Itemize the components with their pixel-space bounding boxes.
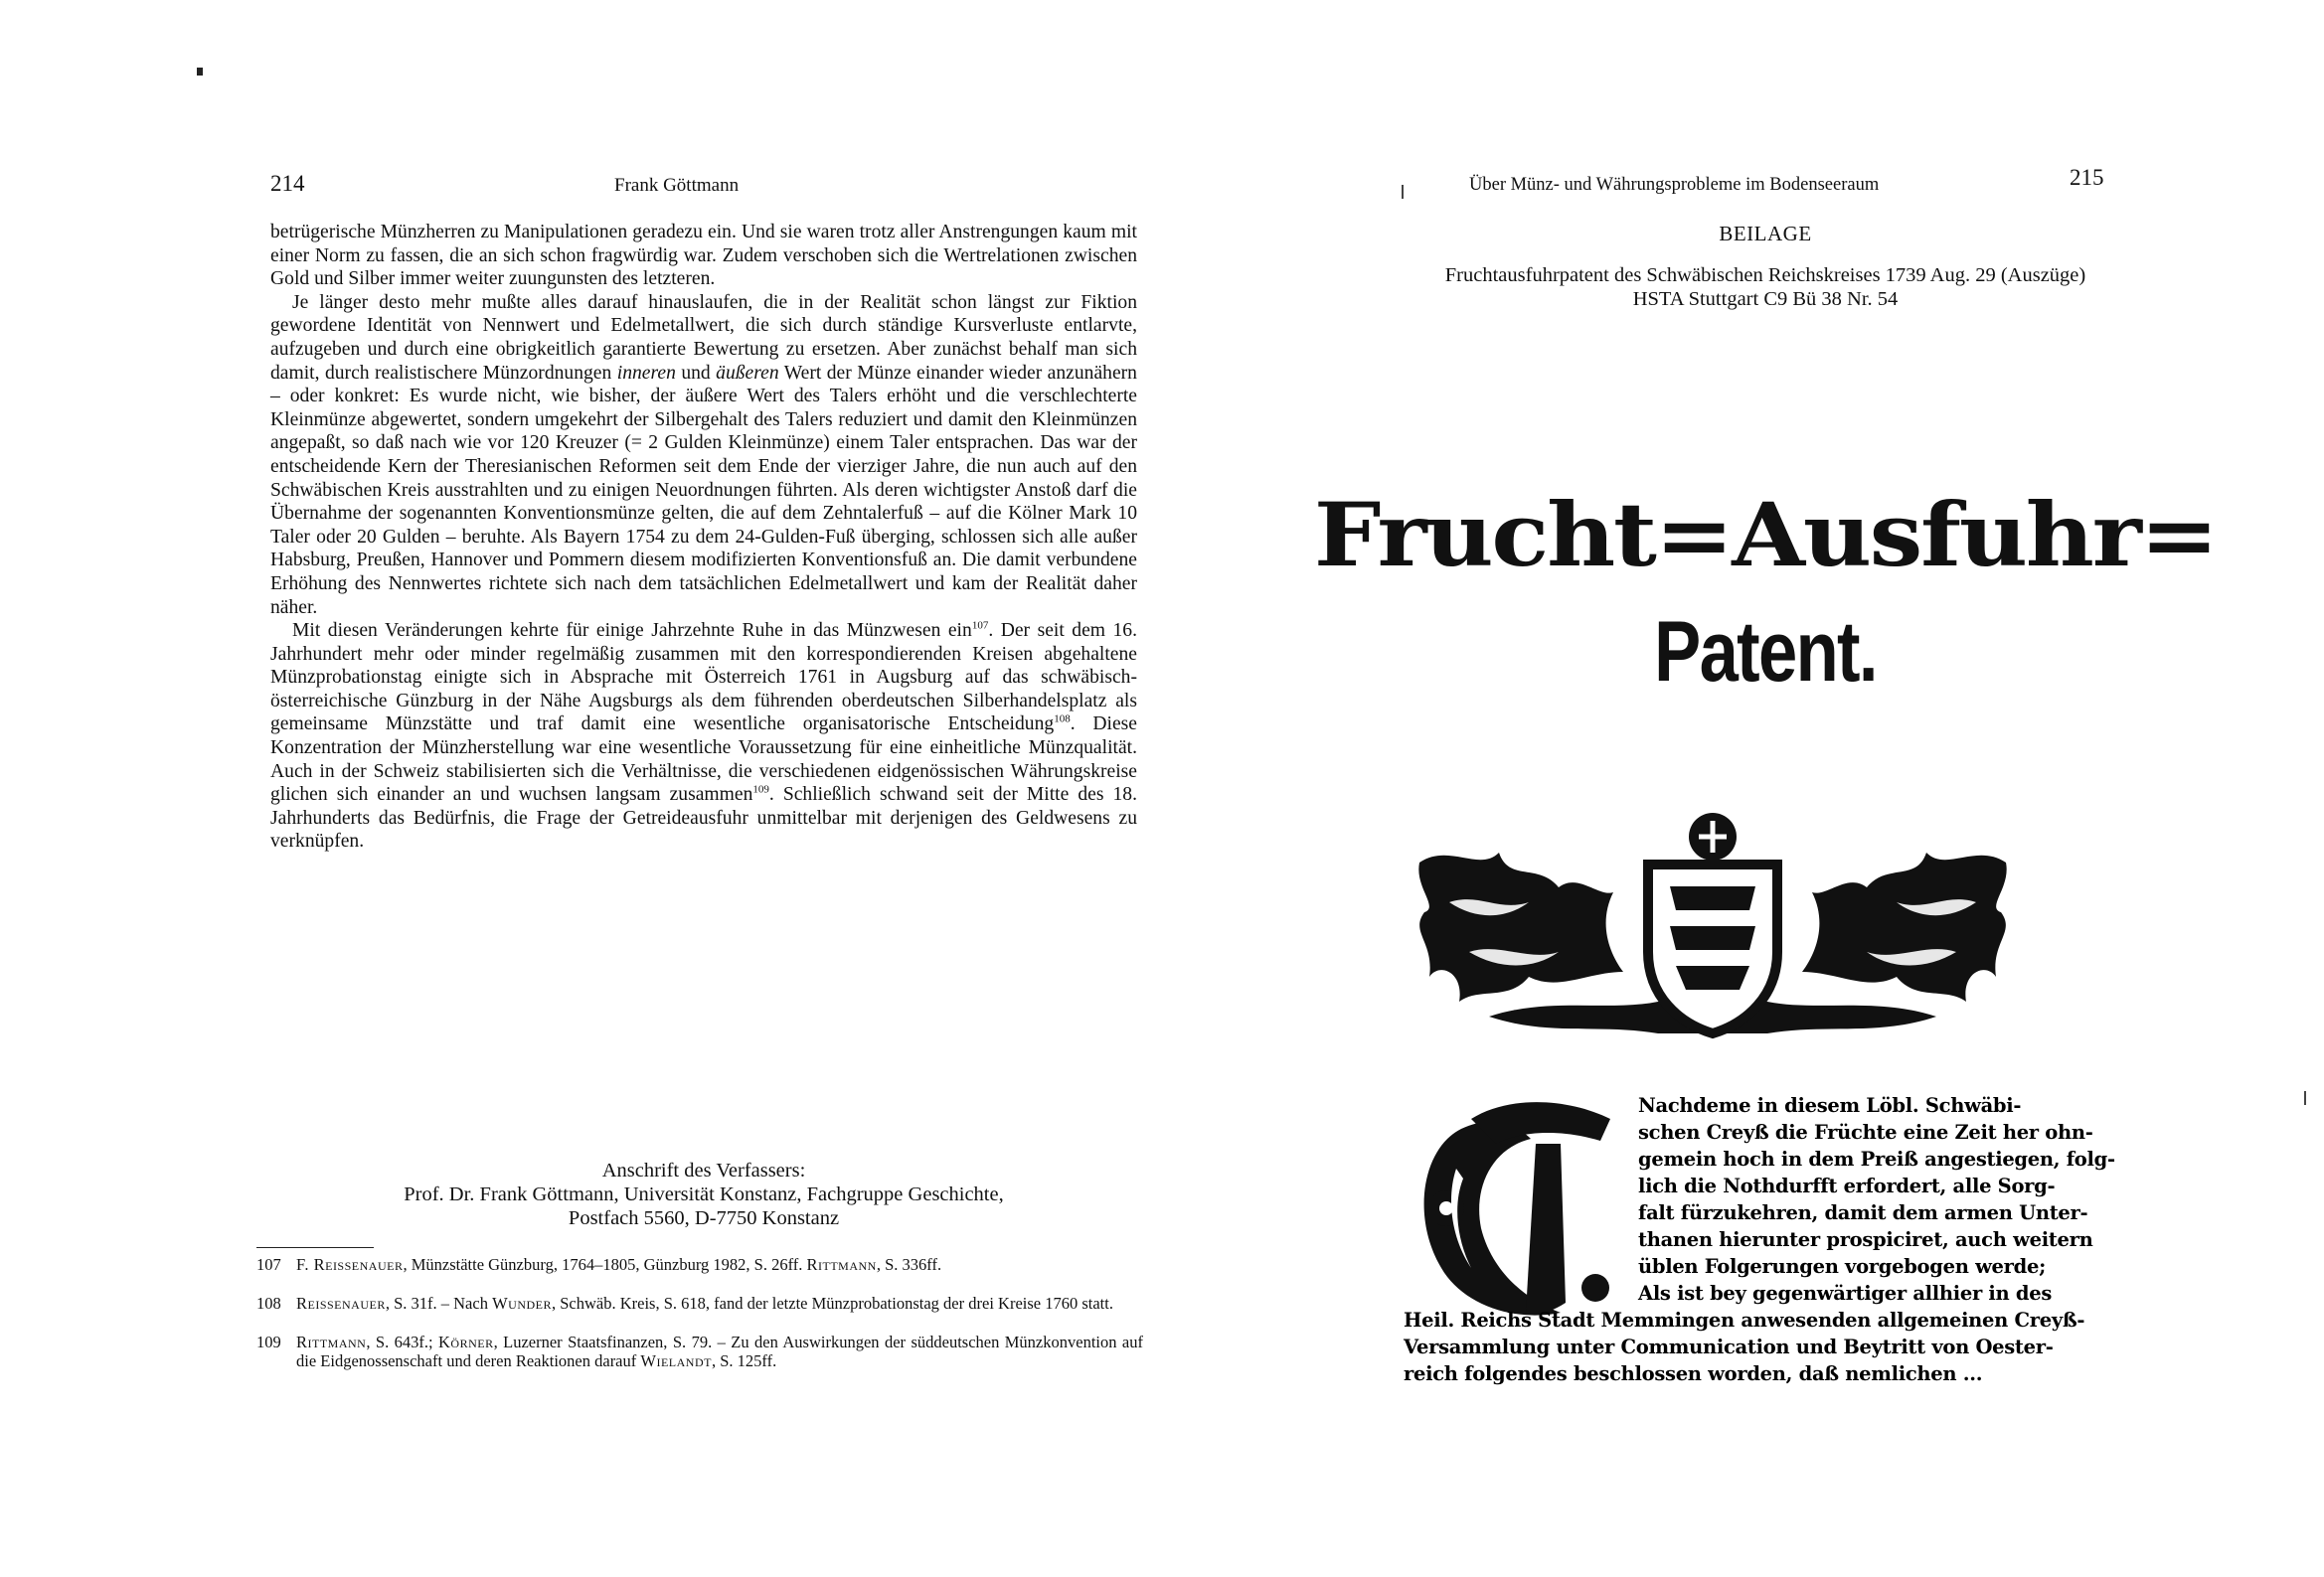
right-running-head: Über Münz- und Währungsprobleme im Bodenseeraum: [1469, 175, 1880, 195]
fraktur-line: Als ist bey gegenwärtiger allhier in des: [1638, 1282, 2053, 1305]
paragraph-1: betrügerische Münzherren zu Manipulationen geradezu ein. Und sie waren trotz aller Anstrengungen kaum mit einer Norm zu fassen, die an sich schon fragwürdig war. Zudem verschoben sich die Wertrelationen zwischen Gold und Silber immer weiter zuungunsten des letzteren.: [270, 222, 1137, 290]
footnote-107: [256, 1256, 1143, 1275]
address-line-1: Prof. Dr. Frank Göttmann, Universität Konstanz, Fachgruppe Geschichte,: [404, 1183, 1004, 1205]
citation: , S. 125ff.: [711, 1350, 777, 1370]
author-name: F. Reissenauer: [296, 1255, 404, 1274]
author-name: Reissenauer: [296, 1294, 386, 1313]
blackletter-title-line-2: Patent.: [1654, 604, 1877, 700]
coat-of-arms-vignette: [1410, 803, 2016, 1061]
fraktur-line: gemein hoch in dem Preiß angestiegen, folg-: [1638, 1148, 2115, 1171]
footnote-rule: [256, 1247, 374, 1248]
lions: [1670, 886, 1755, 990]
address-line-2: Postfach 5560, D-7750 Konstanz: [568, 1207, 840, 1229]
paragraph-3-part-c: . Diese Konzentration der Münzherstellung war eine wesentliche Voraussetzung für eine einheitliche Münzqualität. Auch in der Schweiz stabilisierten sich die Verhältnisse, die verschiedenen eidgenössischen Währungskreise glichen sich einander an und wuchsen langsam zusammen: [270, 713, 1137, 806]
scan-mark: [1402, 185, 1404, 199]
footnote-109: [256, 1334, 1143, 1370]
fraktur-line: Nachdeme in diesem Löbl. Schwäbi-: [1638, 1094, 2022, 1117]
left-running-head: Frank Göttmann: [614, 175, 740, 196]
blackletter-title-line-1: Frucht=Ausfuhr=: [1313, 483, 2218, 586]
author-name: Wielandt: [640, 1350, 712, 1370]
foliage-left: [1418, 853, 1623, 1002]
footnote-text: [296, 1295, 1143, 1314]
emphasis-inneren: inneren: [616, 362, 676, 384]
paragraph-3: [270, 619, 1137, 854]
left-body-text: [270, 221, 1137, 854]
emphasis-aeusseren: äußeren: [716, 362, 779, 384]
author-address: [270, 1159, 1137, 1230]
scan-mark: [2304, 1091, 2306, 1105]
paragraph-3-part-a: Mit diesen Veränderungen kehrte für einige Jahrzehnte Ruhe in das Münzwesen ein: [292, 620, 972, 642]
appendix-title: [1332, 263, 2199, 311]
right-page-number: 215: [2070, 165, 2104, 190]
appendix-heading: BEILAGE: [1719, 222, 1812, 245]
citation: , S. 31f. – Nach: [385, 1294, 493, 1313]
fraktur-line: reich folgendes beschlossen worden, daß nemlichen ...: [1404, 1362, 1983, 1385]
citation: , S. 336ff.: [876, 1255, 942, 1274]
author-name: Rittmann: [296, 1333, 367, 1351]
footnote-108: [256, 1295, 1143, 1314]
author-name: Wunder: [492, 1294, 552, 1313]
citation: , Münzstätte Günzburg, 1764–1805, Günzburg 1982, S. 26ff.: [403, 1255, 807, 1274]
fraktur-line: üblen Folgerungen vorgebogen werde;: [1638, 1255, 2046, 1278]
footnote-ref-109: 109: [752, 783, 769, 796]
foliage-right: [1802, 853, 2007, 1002]
paragraph-3-part-d: . Schließlich schwand seit der Mitte des 18. Jahrhunderts das Bedürfnis, die Frage der Getreideausfuhr unmittelbar mit derjenigen des Geldwesens zu verknüpfen.: [270, 784, 1137, 853]
fraktur-line: falt fürzukehren, damit dem armen Unter-: [1638, 1201, 2088, 1224]
citation: , Luzerner Staatsfinanzen, S. 79. – Zu den Auswirkungen der süddeutschen Münzkonvention auf die Eidgenossenschaft und deren Reaktionen darauf: [296, 1333, 1143, 1370]
paragraph-2-part-a: Je länger desto mehr mußte alles darauf hinauslaufen, die in der Realität schon längst zur Fiktion gewordene Identität von Nennwert und Edelmetallwert, die sich durch ständige Kursverluste entlarvte, aufzugeben und durch eine obrigkeitlich garantierte Bewertung zu ersetzen. Aber zunächst behalf man sich damit, durch realistischere Münzordnungen: [270, 291, 1137, 384]
paragraph-2-part-b: und: [681, 362, 711, 384]
fraktur-line: thanen hierunter prospiciret, auch weitern: [1638, 1228, 2093, 1251]
left-page-number: 214: [270, 171, 305, 196]
appendix-title-line-1: Fruchtausfuhrpatent des Schwäbischen Reichskreises 1739 Aug. 29 (Auszüge): [1444, 264, 2086, 286]
footnote-number: 107: [256, 1255, 281, 1274]
paragraph-2: [270, 291, 1137, 619]
fraktur-line: schen Creyß die Früchte eine Zeit her ohn-: [1638, 1121, 2093, 1144]
fraktur-line: Heil. Reichs Stadt Memmingen anwesenden allgemeinen Creyß-: [1404, 1309, 2085, 1332]
fraktur-line: lich die Nothdurfft erfordert, alle Sorg-: [1638, 1175, 2056, 1197]
footnote-number: 109: [256, 1333, 281, 1351]
appendix-title-line-2: HSTA Stuttgart C9 Bü 38 Nr. 54: [1632, 288, 1899, 310]
address-label: Anschrift des Verfassers:: [601, 1160, 806, 1182]
footnote-ref-107: 107: [971, 619, 989, 632]
decorative-initial: [1402, 1089, 1630, 1338]
citation: , Schwäb. Kreis, S. 618, fand der letzte Münzprobationstag der drei Kreise 1760 statt.: [551, 1294, 1113, 1313]
footnote-number: 108: [256, 1294, 281, 1313]
author-name: Körner: [438, 1333, 494, 1351]
author-name: Rittmann: [806, 1255, 877, 1274]
fraktur-line: Versammlung unter Communication und Beytritt von Oester-: [1404, 1336, 2054, 1358]
footnote-ref-108: 108: [1054, 712, 1071, 725]
paragraph-2-part-c: Wert der Münze einander wieder anzunähern – oder konkret: Es wurde nicht, wie bisher, der äußere Wert des Talers erhöht und die verschlechterte Kleinmünze abgewertet, sondern umgekehrt der Silbergehalt des Talers reduziert und damit den Kleinmünzen angepaßt, so daß nach wie vor 120 Kreuzer (= 2 Gulden Kleinmünze) einem Taler entsprachen. Das war der entscheidende Kern der Theresianischen Reformen seit dem Ende der vierziger Jahre, die nun auch auf den Schwäbischen Kreis ausstrahlten und zu einigen Neuordnungen führten. Als deren wichtigster Anstoß darf die Übernahme der sogenannten Konventionsmünze gelten, die auf dem Zehntalerfuß – auf die Kölner Mark 10 Taler oder 20 Gulden – beruhte. Als Bayern 1754 zu dem 24-Gulden-Fuß überging, schlossen sich alle außer Habsburg, Preußen, Hannover und Pommern diesem modifizierten Konventionsfuß an. Die damit verbundene Erhöhung des Nennwertes richtete sich nach dem tatsächlichen Edelmetallwert und kam der Realität daher näher.: [270, 362, 1137, 618]
footnote-text: [296, 1256, 1143, 1275]
scan-speck: [197, 68, 203, 76]
citation: , S. 643f.;: [366, 1333, 438, 1351]
footnote-text: [296, 1334, 1143, 1370]
paragraph-3-part-b: . Der seit dem 16. Jahrhundert mehr oder minder regelmäßig zusammen mit den korrespondierenden Kreisen abgehaltene Münzprobationstag einigte sich in Absprache mit Österreich 1761 in Augsburg auf das schwäbisch-österreichische Günzburg in der Nähe Augsburgs als dem führenden oberdeutschen Silberhandelsplatz als gemeinsame Münzstätte und traf damit eine wesentliche organisatorische Entscheidung: [270, 620, 1137, 735]
